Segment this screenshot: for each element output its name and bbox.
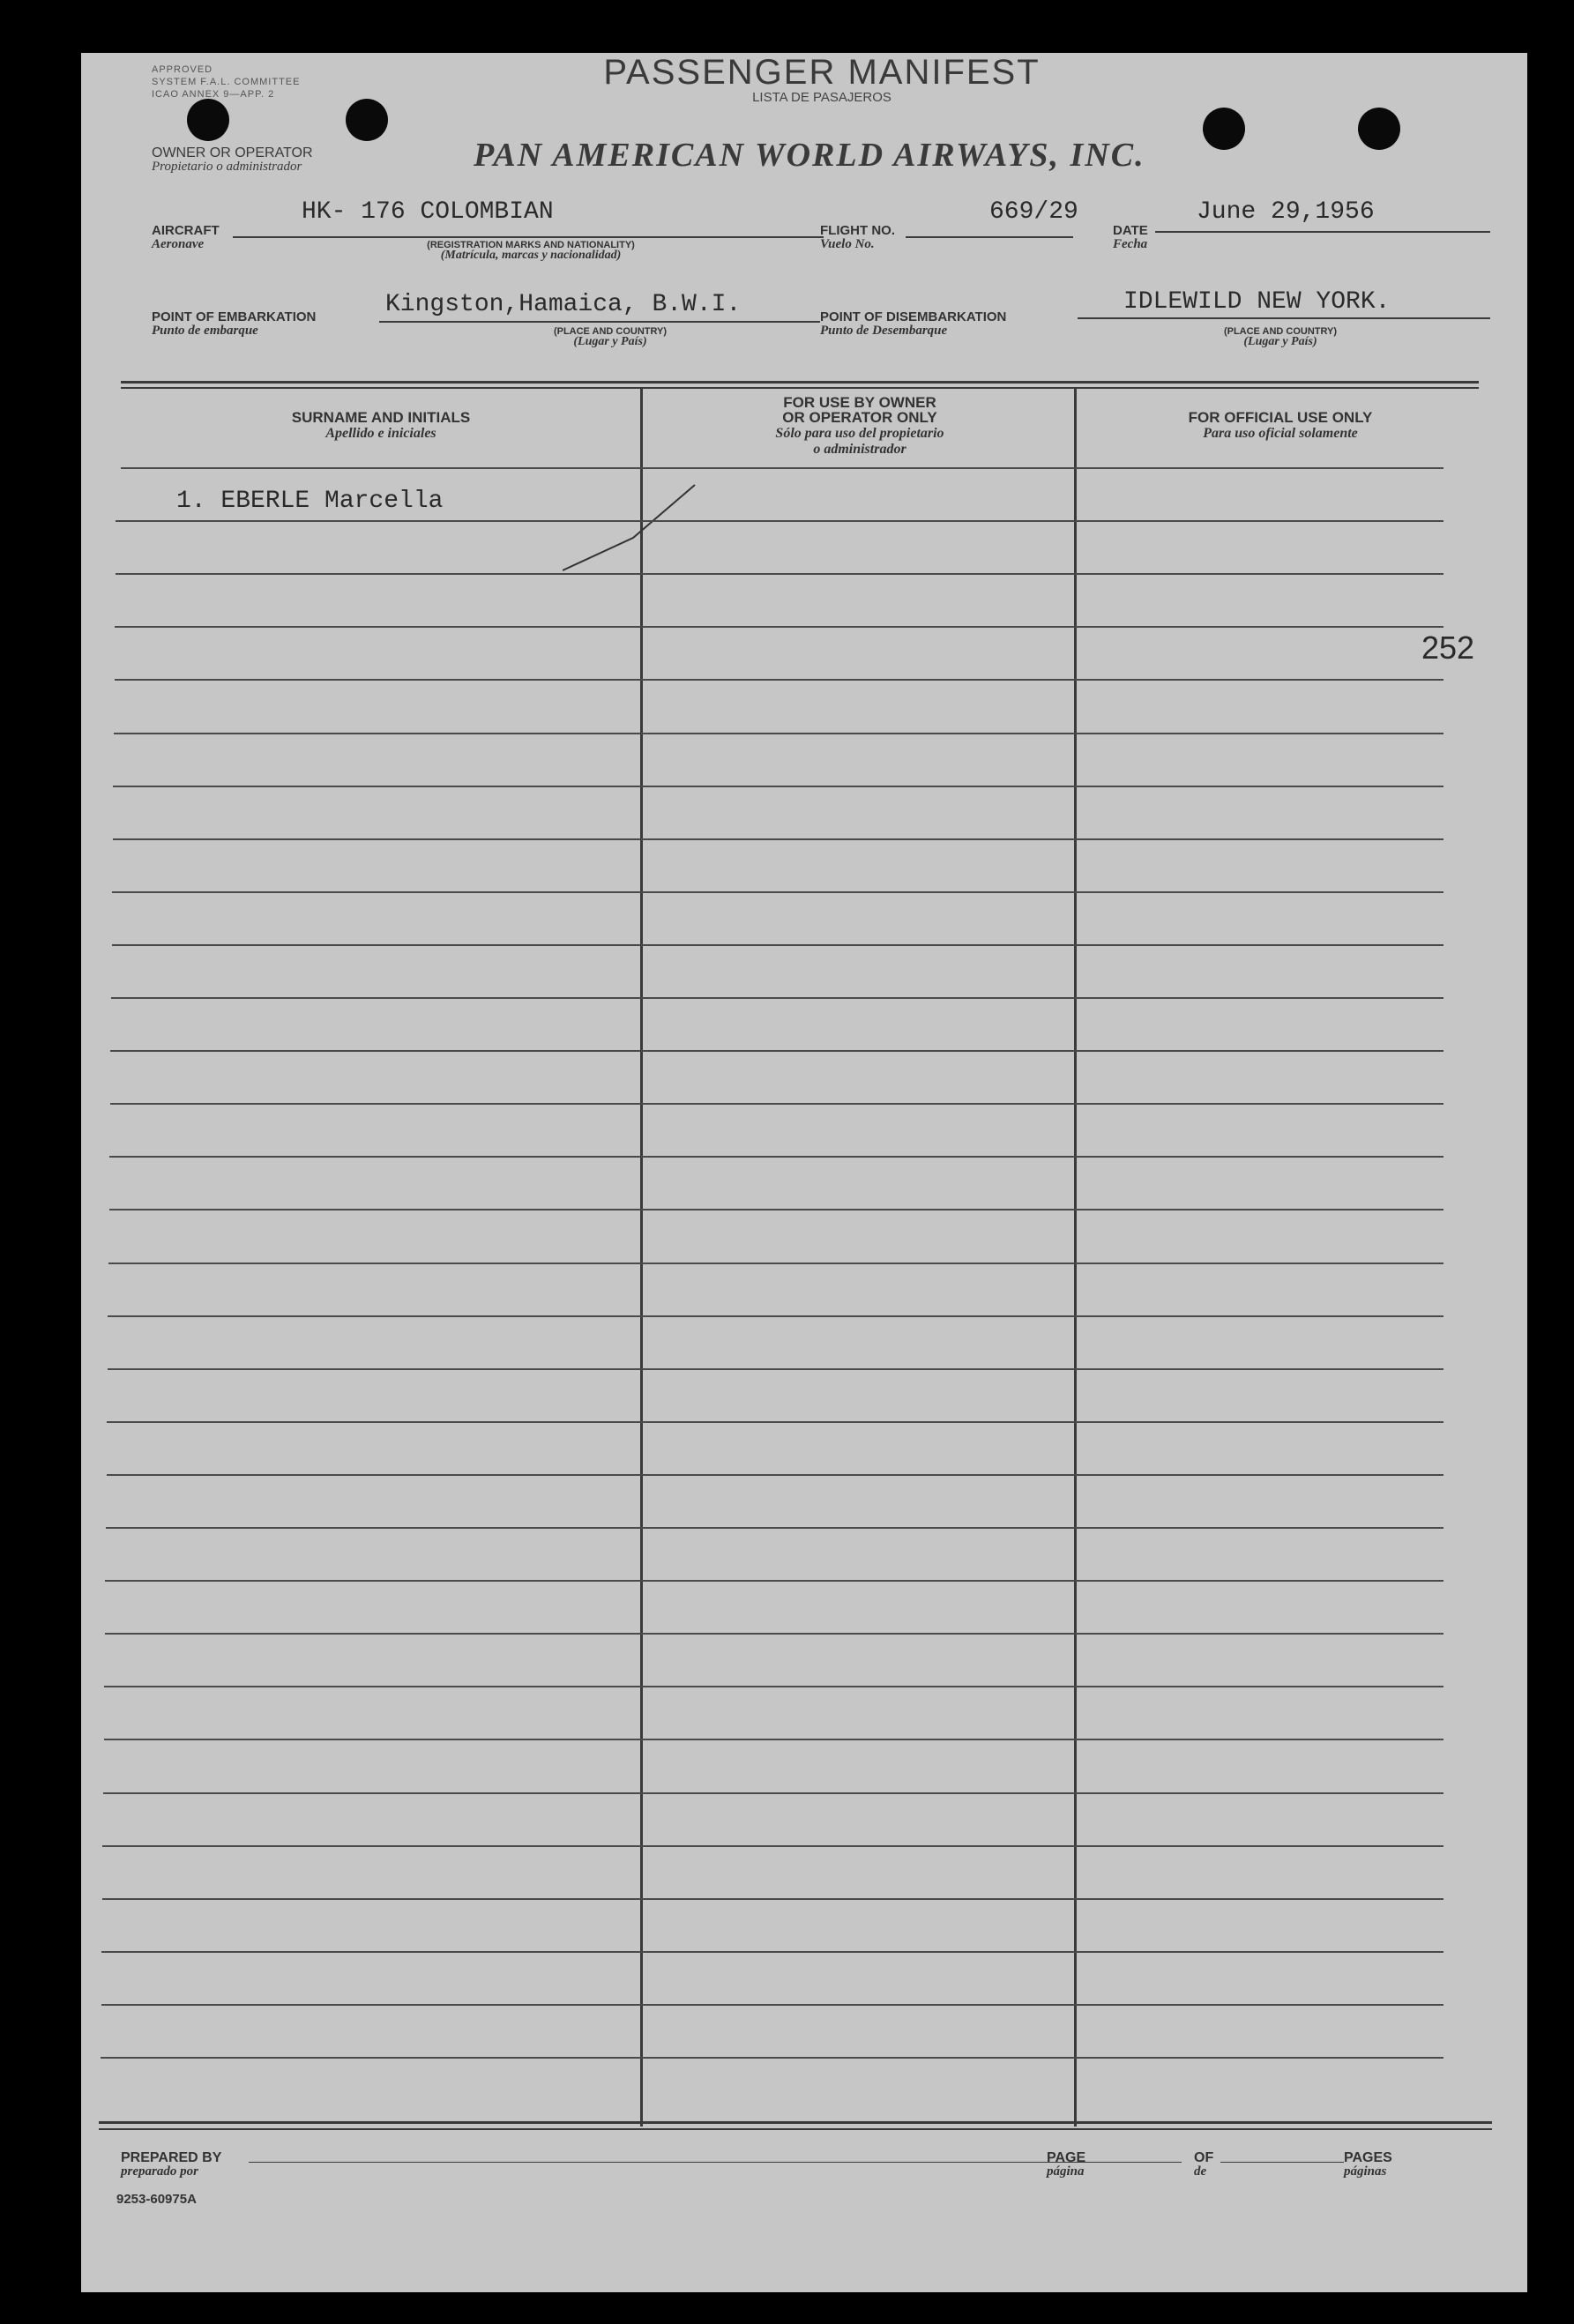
disembarkation-caption <box>1175 326 1386 347</box>
approval-line: SYSTEM F.A.L. COMMITTEE <box>152 77 301 87</box>
pages-label <box>1344 2151 1392 2179</box>
table-rule-line <box>112 944 1443 946</box>
table-rule-line <box>110 1050 1443 1052</box>
disembarkation-caption-en: (PLACE AND COUNTRY) <box>1223 326 1338 337</box>
page-line <box>1093 2162 1182 2163</box>
table-rule-line <box>116 573 1443 575</box>
table-rule-line <box>105 1580 1443 1582</box>
table-rule-line <box>114 733 1443 734</box>
table-rule-line <box>103 1792 1443 1794</box>
prepared-label-en: PREPARED BY <box>121 2150 222 2165</box>
passenger-entry: 1. EBERLE Marcella <box>176 488 444 515</box>
table-rule-line <box>113 838 1443 840</box>
table-rule-line <box>116 520 1443 522</box>
disembarkation-caption-es: (Lugar y País) <box>1243 335 1317 348</box>
table-rule-line <box>115 679 1443 681</box>
owner-use-header-line: FOR USE BY OWNER <box>783 394 936 411</box>
table-rule-line <box>102 1898 1443 1900</box>
table-rule-line <box>121 467 1443 469</box>
aircraft-label-es: Aeronave <box>152 237 205 251</box>
form-subtitle: LISTA DE PASAJEROS <box>752 90 891 105</box>
table-rule-line <box>107 1421 1443 1423</box>
of-label-en: OF <box>1194 2150 1214 2165</box>
table-rule-line <box>104 1686 1443 1687</box>
table-rule-line <box>113 786 1443 787</box>
official-header-es: Para uso oficial solamente <box>1203 426 1358 441</box>
embarkation-label-en: POINT OF EMBARKATION <box>152 309 317 324</box>
of-line <box>1220 2162 1344 2163</box>
date-label <box>1113 224 1148 251</box>
prepared-by-line <box>249 2162 1122 2163</box>
page-label-en: PAGE <box>1047 2150 1086 2165</box>
flight-value: 669/29 <box>989 198 1078 226</box>
punch-hole <box>346 99 388 141</box>
table-top-rule <box>121 381 1479 384</box>
date-value: June 29,1956 <box>1197 198 1375 226</box>
table-rule-line <box>101 2057 1443 2059</box>
aircraft-caption-en: (REGISTRATION MARKS AND NATIONALITY) <box>427 240 635 250</box>
embarkation-underline <box>379 321 820 323</box>
aircraft-label-en: AIRCRAFT <box>152 223 220 238</box>
punch-hole <box>1358 108 1400 150</box>
surname-header-es: Apellido e iniciales <box>325 426 436 441</box>
disembarkation-underline <box>1078 317 1490 319</box>
official-note: 252 <box>1421 629 1475 666</box>
of-label <box>1194 2151 1213 2179</box>
table-rule-line <box>101 2004 1443 2006</box>
aircraft-caption <box>381 240 681 261</box>
punch-hole <box>1203 108 1245 150</box>
embarkation-value: Kingston,Hamaica, B.W.I. <box>385 291 742 318</box>
table-rule-line <box>107 1474 1443 1476</box>
approval-line: APPROVED <box>152 64 213 75</box>
table-rule-line <box>111 997 1443 999</box>
table-rule-line <box>109 1209 1443 1210</box>
owner-use-header-es: Sólo para uso del propietario <box>775 426 944 441</box>
disembarkation-value: IDLEWILD NEW YORK. <box>1123 288 1391 316</box>
disembarkation-label-en: POINT OF DISEMBARKATION <box>820 309 1007 324</box>
date-label-en: DATE <box>1113 223 1148 238</box>
date-label-es: Fecha <box>1113 237 1148 251</box>
table-rule-line <box>108 1263 1443 1264</box>
table-rule-line <box>108 1315 1443 1317</box>
table-bottom-rule <box>99 2128 1492 2130</box>
table-rule-line <box>115 626 1443 628</box>
aircraft-caption-es: (Matrícula, marcas y nacionalidad) <box>440 249 622 262</box>
flight-label-es: Vuelo No. <box>820 237 875 251</box>
prepared-label-es: preparado por <box>121 2164 198 2179</box>
table-rule-line <box>102 1845 1443 1847</box>
owner-use-header-line: OR OPERATOR ONLY <box>782 409 937 426</box>
page-label-es: página <box>1047 2164 1085 2179</box>
table-rule-line <box>104 1739 1443 1740</box>
table-rule-line <box>106 1527 1443 1529</box>
owner-label-en: OWNER OR OPERATOR <box>152 145 313 160</box>
of-label-es: de <box>1194 2164 1207 2179</box>
official-header-en: FOR OFFICIAL USE ONLY <box>1188 409 1373 426</box>
form-title: PASSENGER MANIFEST <box>603 53 1041 92</box>
disembarkation-label-es: Punto de Desembarque <box>820 324 948 338</box>
column-header-official <box>1078 410 1483 441</box>
table-rule-line <box>109 1156 1443 1158</box>
page-label <box>1047 2151 1085 2179</box>
surname-header-en: SURNAME AND INITIALS <box>291 409 471 426</box>
table-rule-line <box>110 1103 1443 1105</box>
approval-line: ICAO ANNEX 9—APP. 2 <box>152 89 275 100</box>
table-rule-line <box>101 1951 1443 1953</box>
embarkation-caption-es: (Lugar y País) <box>573 335 647 348</box>
embarkation-label <box>152 310 316 338</box>
flight-label-en: FLIGHT NO. <box>820 223 895 238</box>
table-bottom-rule <box>99 2121 1492 2124</box>
aircraft-underline <box>233 236 824 238</box>
manifest-sheet <box>81 53 1527 2292</box>
flight-underline <box>906 236 1073 238</box>
table-top-rule <box>121 387 1479 389</box>
table-rule-line <box>108 1368 1443 1370</box>
table-rule-line <box>105 1633 1443 1635</box>
embarkation-caption <box>504 326 716 347</box>
punch-hole <box>187 99 229 141</box>
flight-label <box>820 224 895 251</box>
pages-label-en: PAGES <box>1344 2150 1392 2165</box>
prepared-by-label <box>121 2151 221 2179</box>
column-divider <box>640 388 643 2127</box>
form-number: 9253-60975A <box>116 2192 197 2207</box>
table-rule-line <box>112 891 1443 893</box>
owner-label <box>152 146 313 174</box>
aircraft-value: HK- 176 COLOMBIAN <box>302 198 554 226</box>
embarkation-label-es: Punto de embarque <box>152 324 258 338</box>
column-divider <box>1074 388 1077 2127</box>
date-underline <box>1155 231 1490 233</box>
check-mark <box>563 432 704 573</box>
pages-label-es: páginas <box>1344 2164 1387 2179</box>
disembarkation-label <box>820 310 1006 338</box>
aircraft-label <box>152 224 220 251</box>
owner-label-es: Propietario o administrador <box>152 160 302 174</box>
company-name: PAN AMERICAN WORLD AIRWAYS, INC. <box>474 137 1145 174</box>
column-header-owner-use <box>645 395 1074 457</box>
owner-use-header-es: o administrador <box>813 442 906 457</box>
embarkation-caption-en: (PLACE AND COUNTRY) <box>553 326 668 337</box>
